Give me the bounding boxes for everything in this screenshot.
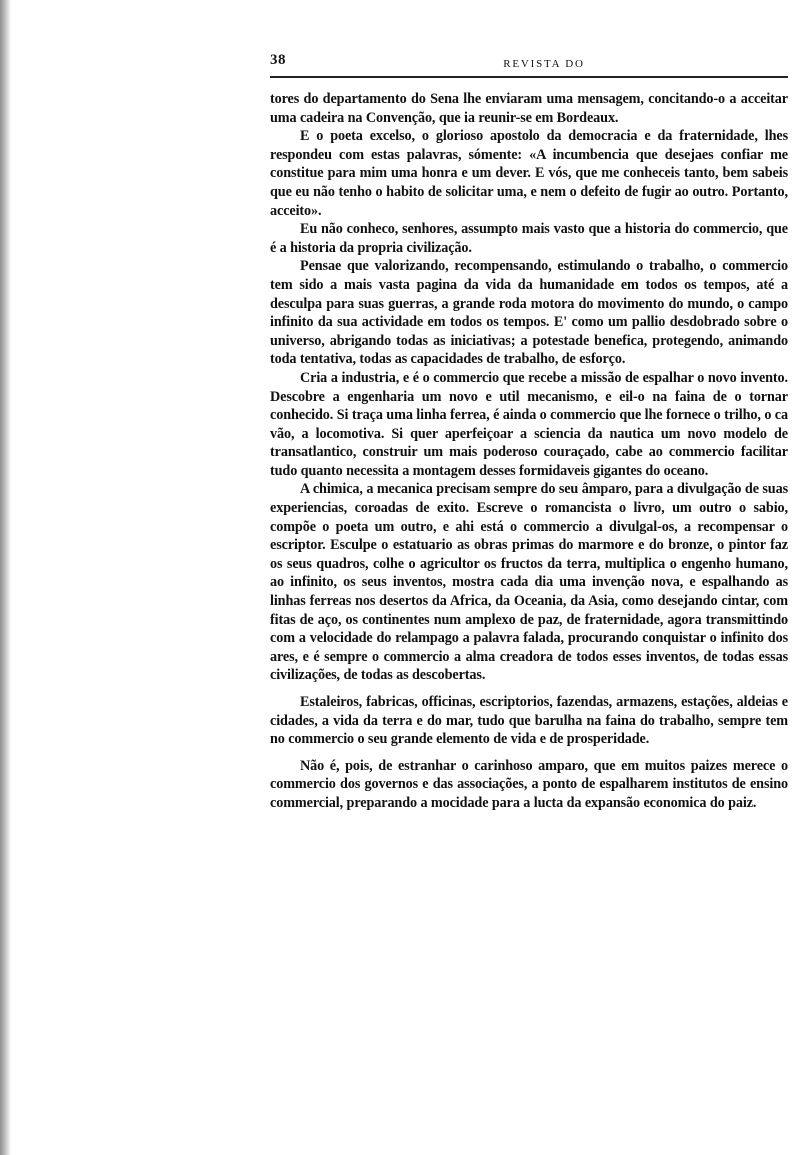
paragraph-2: E o poeta excelso, o glorioso apostolo da democracia e da fraternidade, lhes respondeu com estas palavras, sómente: «A incumbencia que desejaes confiar me constitue para mim uma honra e um dever. E vós, que me conheceis tanto, bem sabeis que eu não tenho o habito de solicitar uma, e nem o defeito de fugir ao outro. Portanto, acceito». xyxy=(270,128,788,219)
running-header xyxy=(270,50,788,78)
paragraph-3: Eu não conheco, senhores, assumpto mais vasto que a historia do commercio, que é a historia da propria civilização. xyxy=(270,221,788,256)
paragraph-6: A chimica, a mecanica precisam sempre do seu âmparo, para a divulgação de suas experiencias, coroadas de exito. Escreve o romancista o livro, um outro o sabio, compõe o poeta um outro, e ahi está o commercio a divulgal-os, a recompensar o escriptor. Esculpe o estatuario as obras primas do marmore e do bronze, o pintor faz os seus quadros, colhe o agricultor os fructos da terra, multiplica o engenho humano, ao infinito, os seus inventos, mostra cada dia uma invenção nova, e espalhando as linhas ferreas nos desertos da Africa, da Oceania, da Asia, como desejando cintar, com fitas de aço, os continentes num amplexo de paz, de fraternidade, agora transmittindo com a velocidade do relampago a palavra falada, procurando conquistar o infinito dos ares, e é sempre o commercio a alma creadora de todos esses inventos, de todas essas civilizações, de todas as descobertas. xyxy=(270,481,788,684)
paragraph-4: Pensae que valorizando, recompensando, estimulando o trabalho, o commercio tem sido a mais vasta pagina da vida da humanidade em todos os tempos, até a desculpa para suas guerras, a grande roda motora do movimento do mundo, o campo infinito da sua actividade em todos os tempos. E' como um pallio desdobrado sobre o universo, abrigando todas as iniciativas; a potestade benefica, protegendo, animando toda tentativa, todas as capacidades de trabalho, de esforço. xyxy=(270,258,788,368)
body-text xyxy=(270,90,788,813)
page-binding-shadow xyxy=(0,0,11,1155)
paragraph-1: tores do departamento do Sena lhe enviaram uma mensagem, concitando-o a acceitar uma cadeira na Convenção, que ia reunir-se em Bordeaux. xyxy=(270,91,788,126)
running-title: REVISTA DO xyxy=(503,58,585,70)
paragraph-5: Cria a industria, e é o commercio que recebe a missão de espalhar o novo invento. Descobre a engenharia um novo e util mecanismo, e eil-o na faina de o tornar conhecido. Si traça uma linha ferrea, é ainda o commercio que lhe fornece o trilho, o ca vão, a locomotiva. Si quer aperfeiçoar a sciencia da nautica um novo modelo de transatlantico, construir um mais poderoso couraçado, cabe ao commercio facilitar tudo quanto necessita a montagem desses formidaveis gigantes do oceano. xyxy=(270,369,788,479)
page-number: 38 xyxy=(270,52,286,68)
book-page xyxy=(270,50,788,813)
paragraph-7: Estaleiros, fabricas, officinas, escriptorios, fazendas, armazens, estações, aldeias e cidades, a vida da terra e do mar, tudo que barulha na faina do trabalho, sempre tem no commercio o seu grande elemento de vida e de prosperidade. xyxy=(270,694,788,748)
paragraph-8: Não é, pois, de estranhar o carinhoso amparo, que em muitos paizes merece o commercio dos governos e das associações, a ponto de espalharem institutos de ensino commercial, preparando a mocidade para a lucta da expansão economica do paiz. xyxy=(270,757,788,811)
